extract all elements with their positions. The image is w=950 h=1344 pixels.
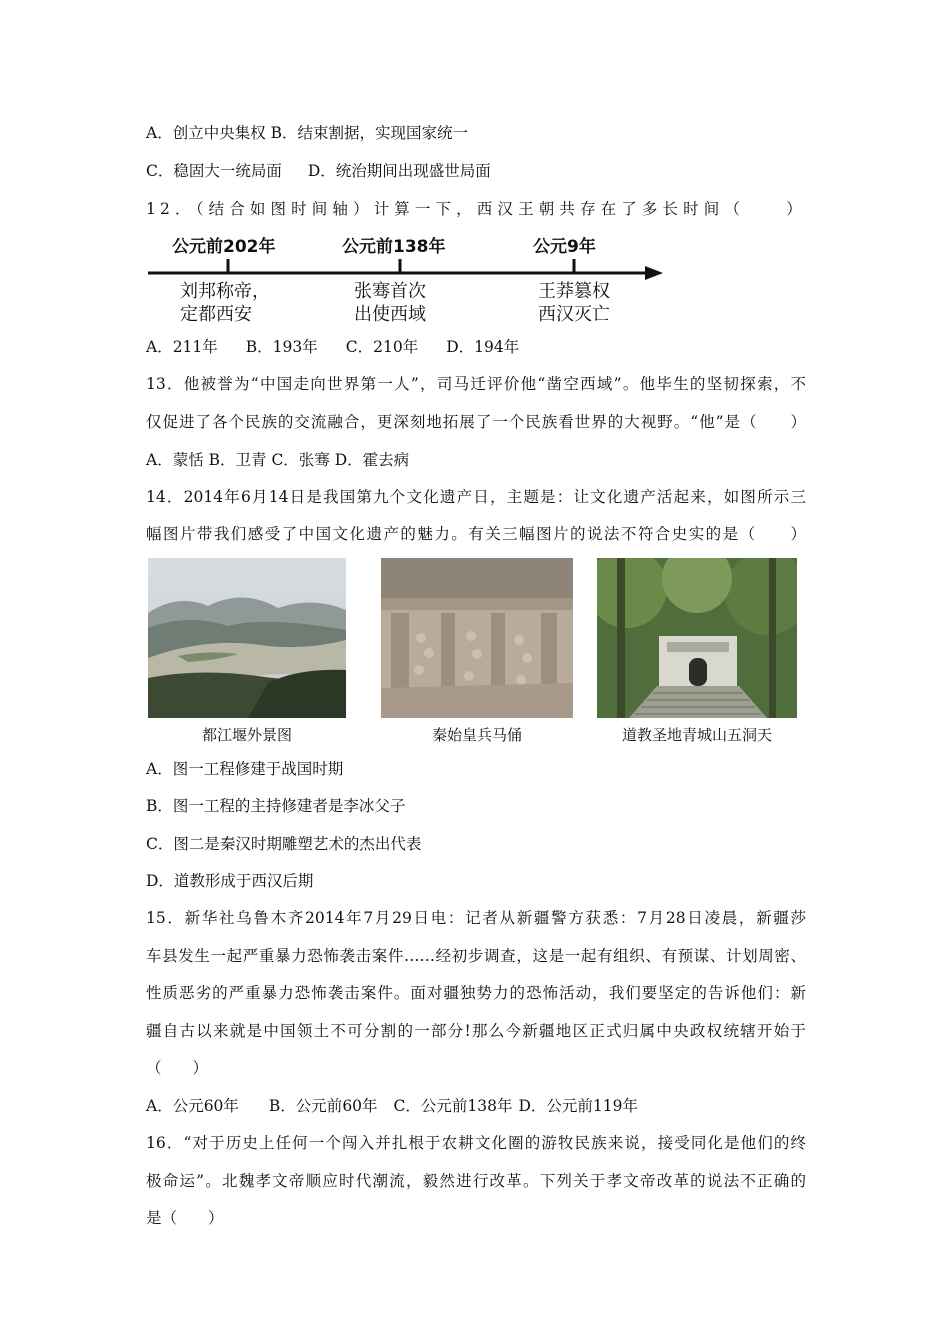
q16-line2: 极命运”。北魏孝文帝顺应时代潮流，毅然进行改革。下列关于孝文帝改革的说法不正确的	[146, 1172, 806, 1190]
timeline-event-3-line1: 王莽篡权	[538, 281, 610, 302]
photo-caption-1: 都江堰外景图	[201, 726, 292, 744]
qingcheng-photo	[597, 558, 797, 718]
q15-option-a: A．公元60年	[146, 1097, 239, 1115]
temple-gate-image	[597, 558, 797, 718]
q14-option-d: D．道教形成于西汉后期	[146, 872, 314, 890]
q15-line5: （ ）	[146, 1059, 209, 1077]
landscape-image	[148, 558, 346, 718]
q11-option-c: C．稳固大一统局面	[146, 162, 282, 180]
q15-option-b: B．公元前60年	[268, 1097, 378, 1115]
q14-option-c: C．图二是秦汉时期雕塑艺术的杰出代表	[146, 835, 422, 853]
timeline-event-1-line1: 刘邦称帝，	[180, 281, 270, 302]
q12-options	[146, 337, 519, 357]
q14-option-a: A．图一工程修建于战国时期	[146, 760, 344, 778]
q12-stem: 12．（结合如图时间轴）计算一下，西汉王朝共存在了多长时间（ ）	[146, 200, 806, 218]
q14-line2: 幅图片带我们感受了中国文化遗产的魅力。有关三幅图片的说法不符合史实的是（ ）	[146, 525, 806, 543]
photo-caption-2: 秦始皇兵马俑	[431, 726, 522, 744]
q12-timeline	[140, 226, 680, 336]
timeline-event-3-line2: 西汉灭亡	[538, 304, 610, 325]
timeline-event-3	[538, 280, 610, 326]
q11-option-ab: A．创立中央集权 B．结束割据，实现国家统一	[146, 124, 469, 142]
q12-option-c: C．210年	[345, 338, 419, 356]
timeline-label-2: 公元前138年	[342, 237, 446, 257]
photo-caption-3: 道教圣地青城山五洞天	[621, 726, 772, 744]
q12-option-a: A．211年	[146, 338, 218, 356]
q11-options-cd	[146, 161, 491, 181]
terracotta-image	[381, 558, 573, 718]
q12-option-b: B．193年	[245, 338, 318, 356]
q14-option-b: B．图一工程的主持修建者是李冰父子	[146, 797, 406, 815]
timeline-label-3: 公元9年	[533, 237, 596, 257]
terracotta-photo	[381, 558, 573, 718]
q15-option-c: C．公元前138年	[393, 1097, 513, 1115]
arrow-right-icon	[645, 266, 663, 280]
timeline-label-1: 公元前202年	[172, 237, 276, 257]
q16-line1: 16．“对于历史上任何一个闯入并扎根于农耕文化圈的游牧民族来说，接受同化是他们的终	[146, 1134, 806, 1152]
timeline-event-2-line1: 张骞首次	[354, 281, 426, 302]
q13-line2: 仅促进了各个民族的交流融合，更深刻地拓展了一个民族看世界的大视野。“他”是（ ）	[146, 413, 806, 431]
q15-line3: 性质恶劣的严重暴力恐怖袭击案件。面对疆独势力的恐怖活动，我们要坚定的告诉他们：新	[146, 984, 806, 1002]
timeline-event-1-line2: 定都西安	[180, 304, 252, 325]
dujiangyan-photo	[148, 558, 346, 718]
timeline-event-2	[354, 280, 426, 326]
q16-line3: 是（ ）	[146, 1209, 224, 1227]
q15-options	[146, 1096, 638, 1116]
q15-option-d: D．公元前119年	[518, 1097, 639, 1115]
q15-line1: 15．新华社乌鲁木齐2014年7月29日电：记者从新疆警方获悉：7月28日凌晨，新疆莎	[146, 909, 806, 927]
q14-line1: 14．2014年6月14日是我国第九个文化遗产日，主题是：让文化遗产活起来，如图所示三	[146, 488, 806, 506]
q12-option-d: D．194年	[446, 338, 520, 356]
timeline-event-1	[180, 280, 270, 326]
q11-option-d: D．统治期间出现盛世局面	[307, 162, 491, 180]
q13-line1: 13．他被誉为“中国走向世界第一人”，司马迁评价他“凿空西域”。他毕生的坚韧探索，不	[146, 375, 806, 393]
timeline-event-2-line2: 出使西域	[354, 304, 426, 325]
q15-line4: 疆自古以来就是中国领土不可分割的一部分!那么今新疆地区正式归属中央政权统辖开始于	[146, 1022, 806, 1040]
q13-options: A．蒙恬 B．卫青 C．张骞 D．霍去病	[146, 451, 410, 469]
q15-line2: 车县发生一起严重暴力恐怖袭击案件……经初步调查，这是一起有组织、有预谋、计划周密、	[146, 947, 806, 965]
